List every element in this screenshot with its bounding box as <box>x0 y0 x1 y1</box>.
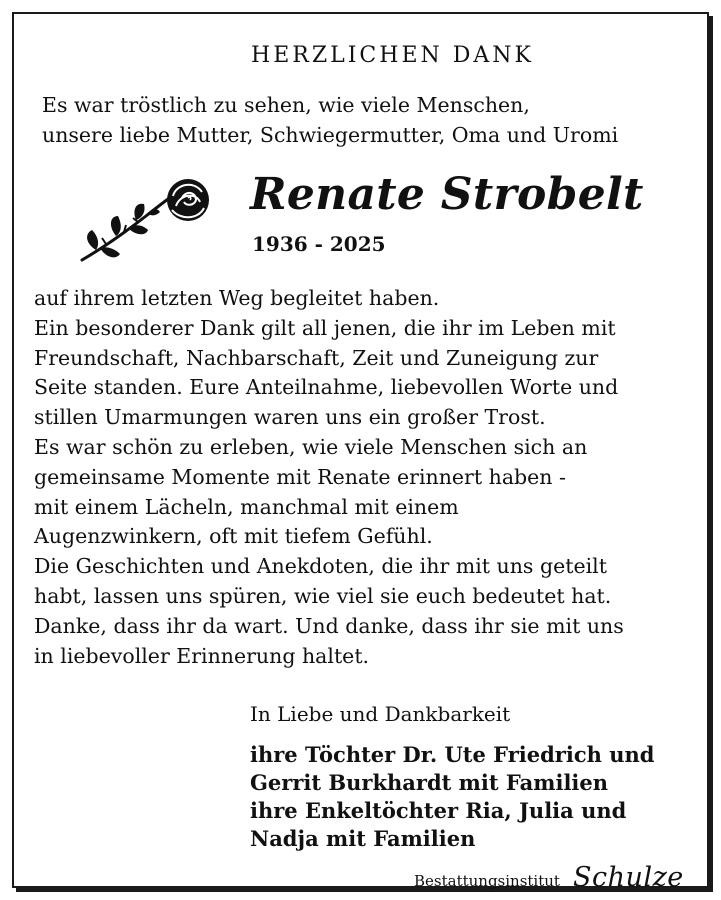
body-line: Augenzwinkern, oft mit tiefem Gefühl. <box>34 524 433 549</box>
closing-text: In Liebe und Dankbarkeit <box>250 702 511 726</box>
deceased-years: 1936 - 2025 <box>252 232 386 256</box>
body-line: Freundschaft, Nachbarschaft, Zeit und Zuneigung zur <box>34 345 599 370</box>
family-line: Nadja mit Familien <box>250 826 476 851</box>
body-line: mit einem Lächeln, manchmal mit einem <box>34 494 459 519</box>
deceased-name: Renate Strobelt <box>250 169 644 220</box>
body-line: gemeinsame Momente mit Renate erinnert haben - <box>34 464 566 489</box>
body-line: Danke, dass ihr da wart. Und danke, dass ihr sie mit uns <box>34 613 624 638</box>
intro-text <box>42 90 618 150</box>
body-line: stillen Umarmungen waren uns ein großer Trost. <box>34 405 546 430</box>
intro-line: unsere liebe Mutter, Schwiegermutter, Oma und Uromi <box>42 123 619 147</box>
body-line: Es war schön zu erleben, wie viele Menschen sich an <box>34 434 588 459</box>
body-line: Ein besonderer Dank gilt all jenen, die ihr im Leben mit <box>34 315 616 340</box>
body-line: in liebevoller Erinnerung haltet. <box>34 643 370 668</box>
family-line: ihre Töchter Dr. Ute Friedrich und <box>250 742 655 767</box>
rose-icon <box>76 174 216 266</box>
family-line: ihre Enkeltöchter Ria, Julia und <box>250 798 627 823</box>
family-line: Gerrit Burkhardt mit Familien <box>250 770 609 795</box>
obituary-frame <box>12 12 709 893</box>
header-title: HERZLICHEN DANK <box>251 43 534 68</box>
funeral-home <box>414 862 684 893</box>
body-line: Die Geschichten und Anekdoten, die ihr mit uns geteilt <box>34 554 607 579</box>
body-line: habt, lassen uns spüren, wie viel sie euch bedeutet hat. <box>34 583 612 608</box>
family-signature <box>250 741 654 853</box>
body-line: auf ihrem letzten Weg begleitet haben. <box>34 286 440 310</box>
intro-line: Es war tröstlich zu sehen, wie viele Menschen, <box>42 93 530 117</box>
body-text <box>34 284 699 671</box>
funeral-home-label: Bestattungsinstitut <box>414 872 560 890</box>
body-line: Seite standen. Eure Anteilnahme, liebevollen Worte und <box>34 375 619 400</box>
funeral-home-name: Schulze <box>573 862 684 893</box>
